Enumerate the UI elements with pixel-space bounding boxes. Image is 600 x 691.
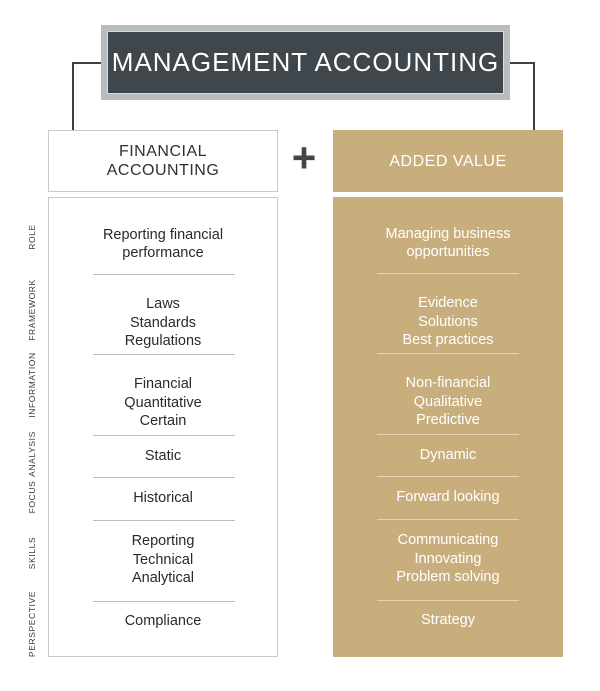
row-label-text: ROLE <box>27 224 37 250</box>
left-divider <box>93 601 235 602</box>
right-cell-perspective: Strategy <box>421 611 475 628</box>
left-cell-analysis: Static <box>144 447 182 464</box>
left-divider <box>93 354 235 355</box>
left-divider <box>93 520 235 521</box>
left-cell-information: Financial Quantitative Certain <box>124 376 202 430</box>
added-value-header <box>333 130 563 192</box>
row-label-text: FOCUS <box>27 480 37 514</box>
row-label-text: ANALYSIS <box>27 431 37 477</box>
left-divider <box>93 435 235 436</box>
added-value-header-text: ADDED VALUE <box>389 152 507 170</box>
connector-left <box>72 62 103 132</box>
financial-accounting-column <box>48 197 278 657</box>
connector-right <box>510 62 535 132</box>
right-divider <box>377 519 519 520</box>
right-divider <box>377 273 519 274</box>
right-divider <box>377 434 519 435</box>
right-divider <box>377 476 519 477</box>
left-divider <box>93 477 235 478</box>
right-divider <box>377 353 519 354</box>
right-cell-focus: Forward looking <box>396 488 500 505</box>
right-cell-framework: Evidence Solutions Best practices <box>402 295 494 349</box>
right-cell-skills: Communicating Innovating Problem solving <box>396 532 500 586</box>
left-cell-role: Reporting financial performance <box>102 226 224 261</box>
left-divider <box>93 274 235 275</box>
row-label-text: INFORMATION <box>27 352 37 418</box>
right-cell-information: Non-financial Qualitative Predictive <box>405 375 491 429</box>
right-cell-analysis: Dynamic <box>419 446 477 463</box>
right-cell-role: Managing business opportunities <box>385 225 511 260</box>
row-label-text: PERSPECTIVE <box>27 590 37 658</box>
financial-accounting-header <box>48 130 278 192</box>
title-frame <box>101 25 510 100</box>
left-cell-framework: Laws Standards Regulations <box>124 296 202 350</box>
added-value-column <box>333 197 563 657</box>
financial-accounting-header-text: FINANCIAL ACCOUNTING <box>106 143 220 179</box>
diagram-title: MANAGEMENT ACCOUNTING <box>107 31 504 94</box>
right-divider <box>377 600 519 601</box>
left-cell-skills: Reporting Technical Analytical <box>131 533 195 587</box>
left-cell-focus: Historical <box>133 489 193 506</box>
left-cell-perspective: Compliance <box>124 612 202 629</box>
row-label-text: FRAMEWORK <box>27 279 37 341</box>
plus-icon: + <box>291 134 317 181</box>
row-label-text: SKILLS <box>27 536 37 570</box>
